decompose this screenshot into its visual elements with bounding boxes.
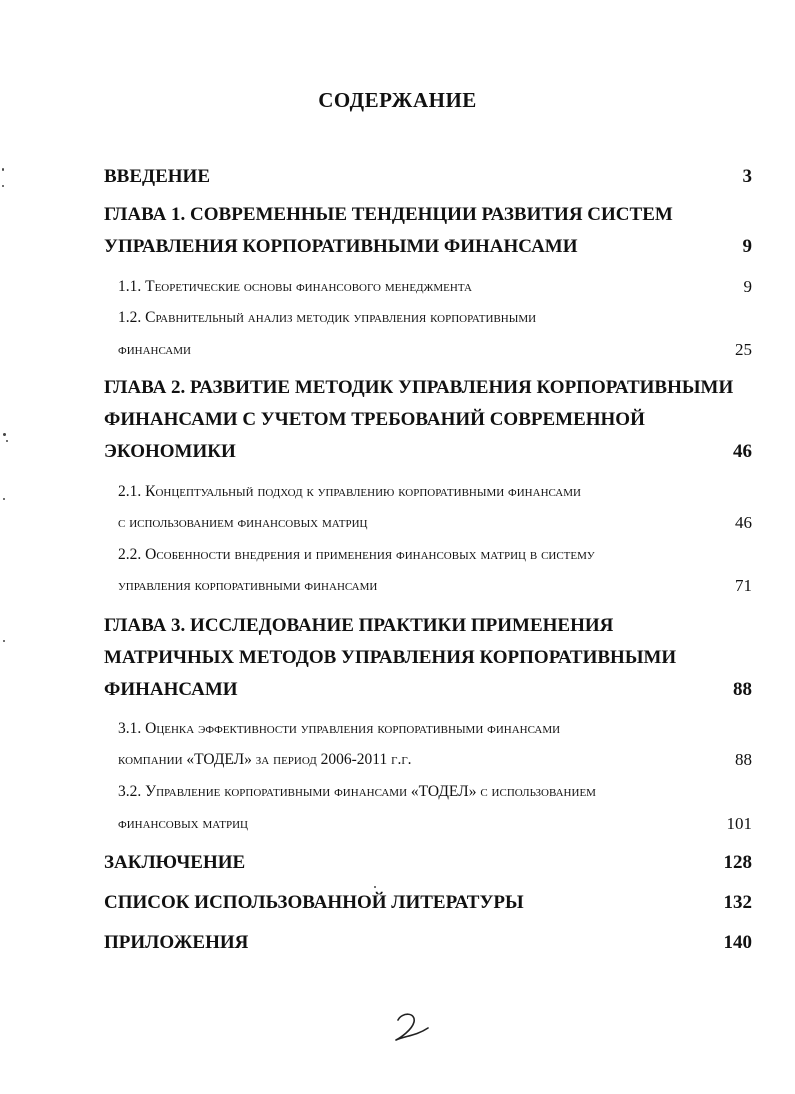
toc-label: 2.2. Особенности внедрения и применения финансовых матриц в систему: [118, 546, 595, 563]
toc-entry-section-3-1-line2: [118, 745, 752, 775]
toc-page-number: 88: [735, 750, 752, 769]
toc-label: финансовых матриц: [118, 815, 248, 832]
scan-speck: [2, 185, 4, 187]
toc-entry-section-3-2-line1: [118, 777, 752, 807]
toc-page-number: 9: [742, 236, 752, 257]
toc-label: 2.1. Концептуальный подход к управлению корпоративными финансами: [118, 483, 581, 500]
toc-entry-references: [104, 888, 752, 918]
toc-label: 1.2. Сравнительный анализ методик управления корпоративными: [118, 309, 537, 326]
toc-label: 3.2. Управление корпоративными финансами «ТОДЕЛ» с использованием: [118, 783, 596, 800]
scan-speck: [3, 640, 5, 642]
toc-label: УПРАВЛЕНИЯ КОРПОРАТИВНЫМИ ФИНАНСАМИ: [104, 236, 578, 257]
scan-speck: [6, 440, 8, 442]
toc-label: СПИСОК ИСПОЛЬЗОВАННОЙ ЛИТЕРАТУРЫ: [104, 892, 524, 913]
toc-page-number: 9: [743, 277, 752, 296]
toc-entry-chapter2-line3: [104, 437, 752, 467]
toc-label: ЭКОНОМИКИ: [104, 441, 236, 462]
toc-entry-section-1-2-line2: [118, 335, 752, 365]
toc-page-number: 88: [733, 679, 752, 700]
toc-label: 3.1. Оценка эффективности управления корпоративными финансами: [118, 720, 561, 737]
toc-entry-chapter1-line1: [104, 200, 752, 230]
toc-label: управления корпоративными финансами: [118, 577, 378, 594]
toc-label: компании «ТОДЕЛ» за период 2006-2011 г.г.: [118, 751, 412, 768]
toc-entry-section-2-2-line1: [118, 540, 752, 570]
toc-page-number: 46: [733, 441, 752, 462]
toc-page-number: 140: [723, 932, 752, 953]
toc-entry-chapter1-line2: [104, 232, 752, 262]
page-title: СОДЕРЖАНИЕ: [318, 88, 477, 112]
toc-page-number: 101: [726, 814, 752, 833]
toc-entry-section-3-1-line1: [118, 714, 752, 744]
toc-label: с использованием финансовых матриц: [118, 514, 368, 531]
toc-page-number: 132: [723, 892, 752, 913]
scan-speck: [2, 168, 4, 171]
toc-entry-section-1-2-line1: [118, 303, 752, 333]
toc-entry-chapter3-line3: [104, 675, 752, 705]
toc-page-number: 128: [723, 852, 752, 873]
scan-speck: [3, 433, 6, 436]
toc-label: ФИНАНСАМИ: [104, 679, 238, 700]
handwritten-page-number: [392, 1010, 432, 1044]
toc-entry-section-2-2-line2: [118, 571, 752, 601]
toc-entry-chapter2-line1: [104, 373, 752, 403]
toc-label: ГЛАВА 1. СОВРЕМЕННЫЕ ТЕНДЕНЦИИ РАЗВИТИЯ СИСТЕМ: [104, 204, 673, 225]
toc-entry-chapter3-line1: [104, 611, 752, 641]
toc-entry-chapter2-line2: [104, 405, 752, 435]
scan-speck: [3, 498, 5, 500]
toc-label: ГЛАВА 3. ИССЛЕДОВАНИЕ ПРАКТИКИ ПРИМЕНЕНИЯ: [104, 615, 614, 636]
toc-page-number: 25: [735, 340, 752, 359]
toc-entry-chapter3-line2: [104, 643, 752, 673]
toc-entry-section-1-1: [118, 272, 752, 302]
toc-label: ПРИЛОЖЕНИЯ: [104, 932, 249, 953]
toc-label: финансами: [118, 341, 191, 358]
toc-entry-appendices: [104, 928, 752, 958]
toc-entry-section-2-1-line2: [118, 508, 752, 538]
toc-entry-conclusion: [104, 848, 752, 878]
toc-page-number: 3: [742, 166, 752, 187]
toc-label: 1.1. Теоретические основы финансового менеджмента: [118, 278, 472, 295]
toc-label: ВВЕДЕНИЕ: [104, 166, 210, 187]
toc-page-number: 46: [735, 513, 752, 532]
toc-label: ЗАКЛЮЧЕНИЕ: [104, 852, 246, 873]
scan-speck: [374, 886, 376, 888]
toc-label: ГЛАВА 2. РАЗВИТИЕ МЕТОДИК УПРАВЛЕНИЯ КОРПОРАТИВНЫМИ: [104, 377, 734, 398]
toc-label: МАТРИЧНЫХ МЕТОДОВ УПРАВЛЕНИЯ КОРПОРАТИВНЫМИ: [104, 647, 677, 668]
toc-label: ФИНАНСАМИ С УЧЕТОМ ТРЕБОВАНИЙ СОВРЕМЕННОЙ: [104, 409, 645, 430]
toc-entry-section-3-2-line2: [118, 809, 752, 839]
toc-entry-section-2-1-line1: [118, 477, 752, 507]
toc-page-number: 71: [735, 576, 752, 595]
toc-entry-intro: [104, 162, 752, 192]
